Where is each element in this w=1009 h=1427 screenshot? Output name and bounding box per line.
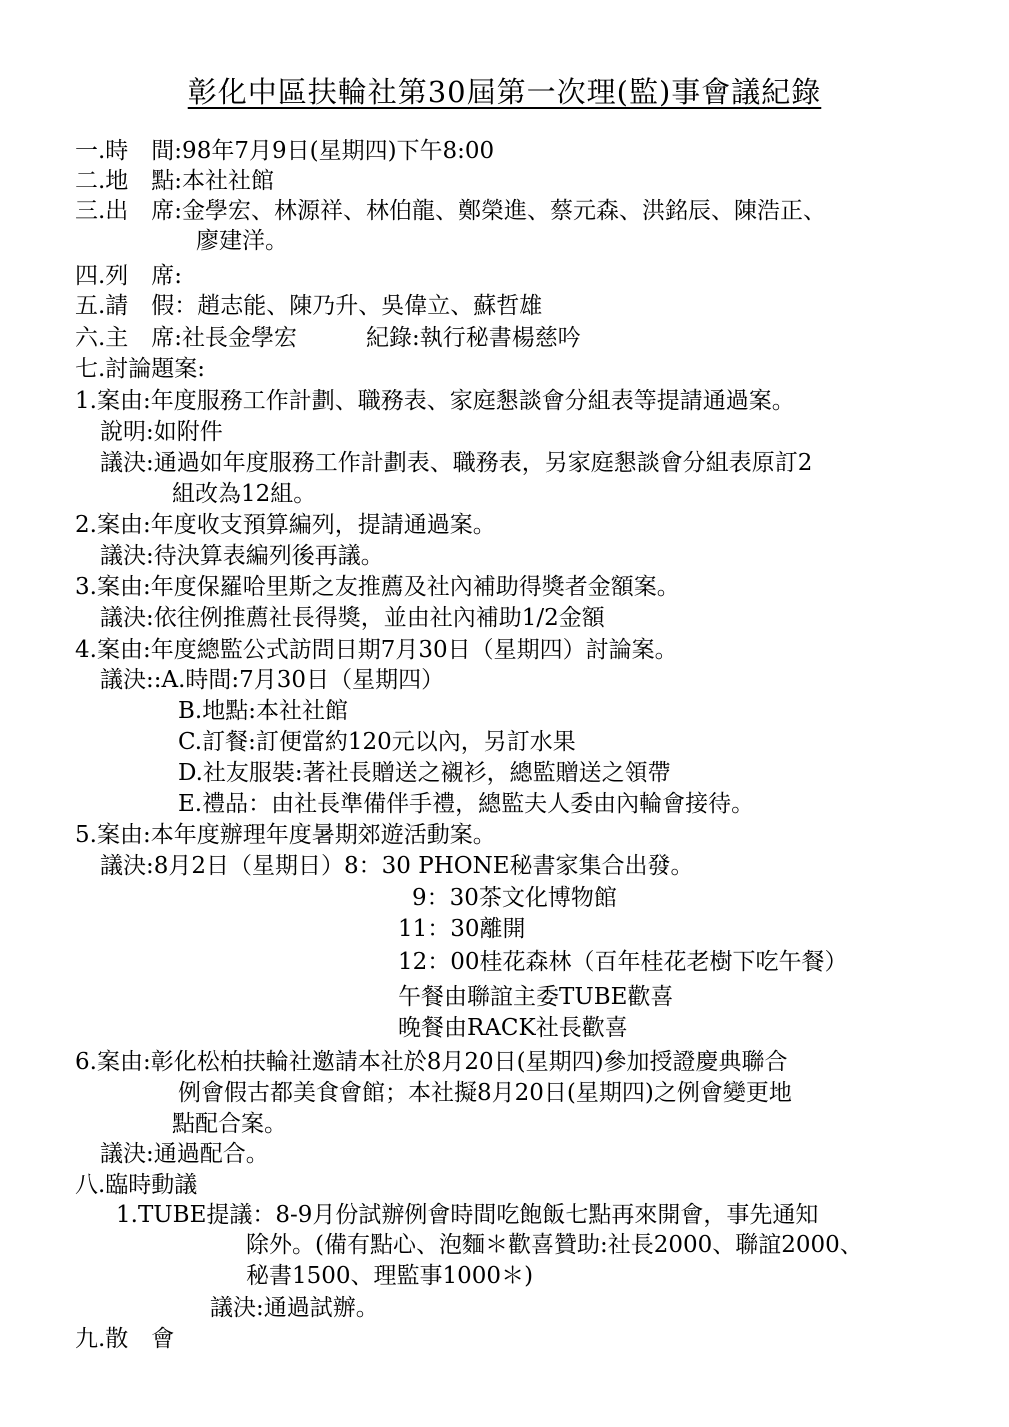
text-line: D.社友服裝:著社長贈送之襯衫，總監贈送之領帶 <box>178 760 671 786</box>
text-line: 1.案由:年度服務工作計劃、職務表、家庭懇談會分組表等提請通過案。 <box>75 388 795 414</box>
text-line: 3.案由:年度保羅哈里斯之友推薦及社內補助得獎者金額案。 <box>75 574 680 600</box>
text-line: 9：30茶文化博物館 <box>412 885 617 911</box>
text-line: 三.出 席:金學宏、林源祥、林伯龍、鄭榮進、蔡元森、洪銘辰、陳浩正、 <box>75 198 827 224</box>
text-line: 點配合案。 <box>172 1111 287 1137</box>
text-line: 組改為12組。 <box>172 481 317 507</box>
text-line: 1.TUBE提議：8-9月份試辦例會時間吃飽飯七點再來開會，事先通知 <box>116 1202 819 1228</box>
text-line: 議決:依往例推薦社長得獎，並由社內補助1/2金額 <box>100 605 605 631</box>
text-line: E.禮品：由社長準備伴手禮，總監夫人委由內輪會接待。 <box>178 791 755 817</box>
text-line: 七.討論題案: <box>75 356 206 382</box>
text-line: 議決:待決算表編列後再議。 <box>100 543 384 569</box>
text-line: 除外。(備有點心、泡麵＊歡喜贊助:社長2000、聯誼2000、 <box>246 1232 863 1258</box>
text-line: 秘書1500、理監事1000＊) <box>246 1263 534 1289</box>
text-line: 6.案由:彰化松柏扶輪社邀請本社於8月20日(星期四)參加授證慶典聯合 <box>75 1049 788 1075</box>
text-line: 議決:通過配合。 <box>100 1141 269 1167</box>
text-line: 二.地 點:本社社館 <box>75 168 275 194</box>
text-line: 六.主 席:社長金學宏 紀錄:執行秘書楊慈吟 <box>75 325 581 351</box>
text-line: 例會假古都美食會館；本社擬8月20日(星期四)之例會變更地 <box>178 1080 792 1106</box>
document-title: 彰化中區扶輪社第30屆第一次理(監)事會議紀錄 <box>187 75 822 109</box>
text-line: 廖建洋。 <box>196 228 288 254</box>
text-line: 議決:通過試辦。 <box>210 1295 379 1321</box>
text-line: C.訂餐:訂便當約120元以內，另訂水果 <box>178 729 576 755</box>
text-line: 議決:8月2日（星期日）8：30 PHONE秘書家集合出發。 <box>100 853 694 879</box>
text-line: 五.請 假：趙志能、陳乃升、吳偉立、蘇哲雄 <box>75 293 543 319</box>
text-line: 四.列 席: <box>75 263 183 289</box>
text-line: 晚餐由RACK社長歡喜 <box>398 1015 628 1041</box>
text-line: 議決:通過如年度服務工作計劃表、職務表，另家庭懇談會分組表原訂2 <box>100 450 813 476</box>
text-line: 說明:如附件 <box>100 419 223 445</box>
text-line: B.地點:本社社館 <box>178 698 348 724</box>
text-line: 午餐由聯誼主委TUBE歡喜 <box>398 984 674 1010</box>
text-line: 八.臨時動議 <box>75 1172 198 1198</box>
text-line: 一.時 間:98年7月9日(星期四)下午8:00 <box>75 138 495 164</box>
text-line: 12：00桂花森林（百年桂花老樹下吃午餐） <box>398 949 848 975</box>
text-line: 11：30離開 <box>398 916 526 942</box>
text-line: 5.案由:本年度辦理年度暑期郊遊活動案。 <box>75 822 496 848</box>
text-line: 4.案由:年度總監公式訪問日期7月30日（星期四）討論案。 <box>75 637 678 663</box>
text-line: 九.散 會 <box>75 1326 175 1352</box>
text-line: 2.案由:年度收支預算編列，提請通過案。 <box>75 512 496 538</box>
text-line: 議決::A.時間:7月30日（星期四） <box>100 667 445 693</box>
